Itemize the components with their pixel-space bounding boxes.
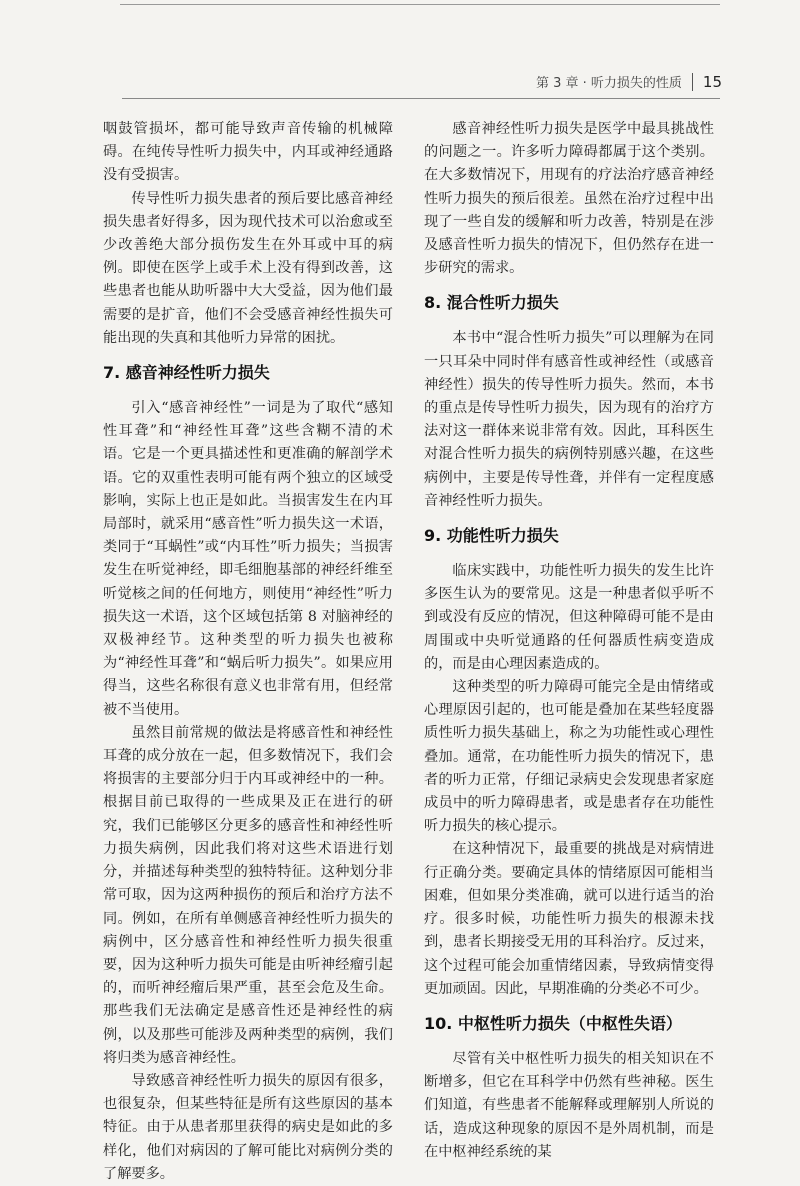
section-heading-7: 7. 感音神经性听力损失 xyxy=(103,363,270,383)
paragraph: 咽鼓管损坏，都可能导致声音传输的机械障碍。在纯传导性听力损失中，内耳或神经通路没有受损害。 xyxy=(103,121,393,184)
top-rule xyxy=(120,4,720,5)
paragraph: 虽然目前常规的做法是将感音性和神经性耳聋的成分放在一起，但多数情况下，我们会将损害的主要部分归于内耳或神经中的一种。根据目前已取得的一些成果及正在进行的研究，我们已能够区分更多的感音性和神经性听力损失病例，因此我们将对这些术语进行划分，并描述每种类型的独特特征。这种划分非常可取，因为这两种损伤的预后和治疗方法不同。例如，在所有单侧感音神经性听力损失的病例中，区分感音性和神经性听力损失很重要，因为这种听力损失可能是由听神经瘤引起的，而听神经瘤后果严重，甚至会危及生命。那些我们无法确定是感音性还是神经性的病例，以及那些可能涉及两种类型的病例，我们将归类为感音神经性。 xyxy=(103,724,393,1066)
paragraph: 这种类型的听力障碍可能完全是由情绪或心理原因引起的，也可能是叠加在某些轻度器质性听力损失基础上，称之为功能性或心理性叠加。通常，在功能性听力损失的情况下，患者的听力正常，仔细记录病史会发现患者家庭成员中的听力障碍患者，或是患者存在功能性听力损失的核心提示。 xyxy=(424,679,714,835)
paragraph: 本书中“混合性听力损失”可以理解为在同一只耳朵中同时伴有感音性或神经性（或感音神经性）损失的传导性听力损失。然而，本书的重点是传导性听力损失，因为现有的治疗方法对这一群体来说非常有效。因此，耳科医生对混合性听力损失的病例特别感兴趣，在这些病例中，主要是传导性聋，并伴有一定程度感音神经性听力损失。 xyxy=(424,330,714,509)
paragraph: 在这种情况下，最重要的挑战是对病情进行正确分类。要确定具体的情绪原因可能相当困难，但如果分类准确，就可以进行适当的治疗。很多时候，功能性听力损失的根源未找到，患者长期接受无用的耳科治疗。反过来，这个过程可能会加重情绪因素，导致病情变得更加顽固。因此，早期准确的分类必不可少。 xyxy=(424,841,714,997)
paragraph: 感音神经性听力损失是医学中最具挑战性的问题之一。许多听力障碍都属于这个类别。在大多数情况下，用现有的疗法治疗感音神经性听力损失的预后很差。虽然在治疗过程中出现了一些自发的缓解和听力改善，特别是在涉及感音性听力损失的情况下，但仍然存在进一步研究的需求。 xyxy=(424,121,714,277)
paragraph: 引入“感音神经性”一词是为了取代“感知性耳聋”和“神经性耳聋”这些含糊不清的术语。它是一个更具描述性和更准确的解剖学术语。它的双重性表明可能有两个独立的区域受影响，实际上也正是如此。当损害发生在内耳局部时，就采用“感音性”听力损失这一术语，类同于“耳蜗性”或“内耳性”听力损失；当损害发生在听觉神经，即毛细胞基部的神经纤维至听觉核之间的任何地方，则使用“神经性”听力损失这一术语，这个区域包括第 8 对脑神经的双极神经节。这种类型的听力损失也被称为“神经性耳聋”和“蜗后听力损失”。如果应用得当，这些名称很有意义也非常有用，但经常被不当使用。 xyxy=(103,400,393,718)
left-column xyxy=(103,118,393,1186)
page-header xyxy=(0,0,800,110)
section-heading-8: 8. 混合性听力损失 xyxy=(424,293,559,313)
running-head xyxy=(536,72,722,91)
paragraph: 临床实践中，功能性听力损失的发生比许多医生认为的要常见。这是一种患者似乎听不到或没有反应的情况，但这种障碍可能不是由周围或中央听觉通路的任何器质性病变造成的，而是由心理因素造成的。 xyxy=(424,563,714,672)
paragraph: 尽管有关中枢性听力损失的相关知识在不断增多，但它在耳科学中仍然有些神秘。医生们知道，有些患者不能解释或理解别人所说的话，造成这种现象的原因不是外周机制，而是在中枢神经系统的某 xyxy=(424,1050,714,1160)
paragraph: 导致感音神经性听力损失的原因有很多，也很复杂，但某些特征是所有这些原因的基本特征。由于从患者那里获得的病史是如此的多样化，他们对病因的了解可能比对病例分类的了解要多。 xyxy=(103,1072,393,1182)
section-heading-10: 10. 中枢性听力损失（中枢性失语） xyxy=(424,1013,682,1033)
chapter-title: 第 3 章 · 听力损失的性质 xyxy=(535,76,682,91)
page-number: 15 xyxy=(702,72,722,91)
right-column xyxy=(424,118,714,1164)
header-separator xyxy=(692,73,693,91)
header-rule xyxy=(122,98,720,99)
paragraph: 传导性听力损失患者的预后要比感音神经损失患者好得多，因为现代技术可以治愈或至少改善绝大部分损伤发生在外耳或中耳的病例。即使在医学上或手术上没有得到改善，这些患者也能从助听器中大大受益，因为他们最需要的是扩音，他们不会受感音神经性损失可能出现的失真和其他听力异常的困扰。 xyxy=(103,190,393,346)
section-heading-9: 9. 功能性听力损失 xyxy=(424,526,559,546)
